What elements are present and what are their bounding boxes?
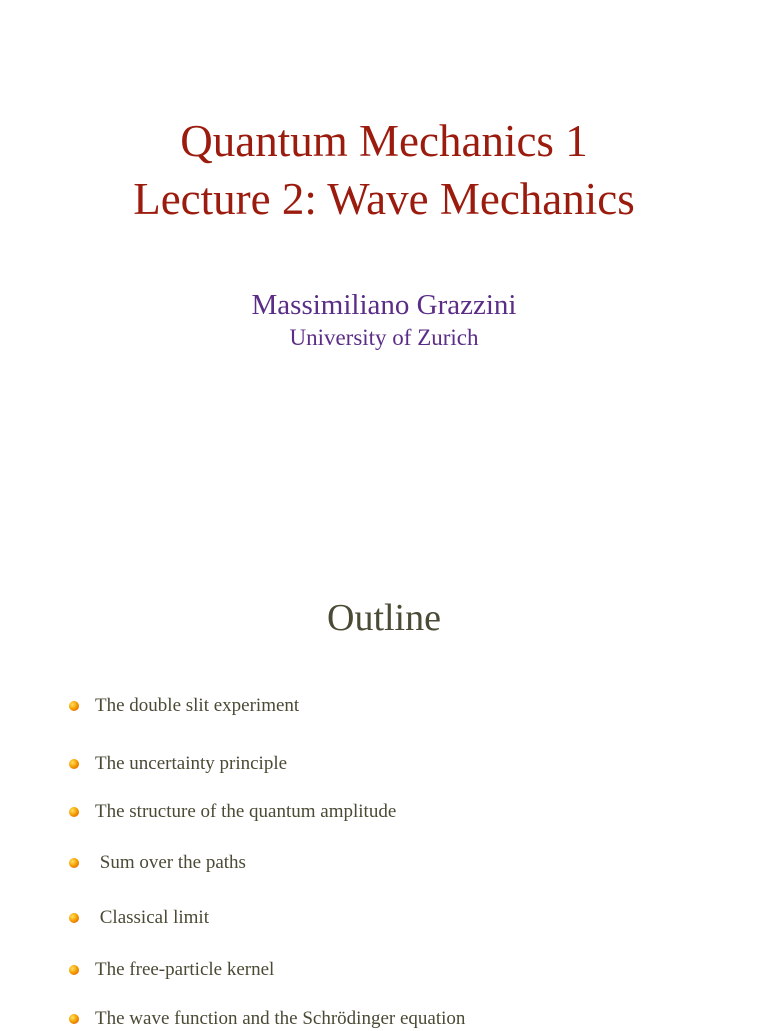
bullet-icon — [69, 1014, 79, 1024]
outline-item-label: Classical limit — [95, 907, 209, 928]
outline-item-label: The uncertainty principle — [95, 753, 288, 774]
bullet-icon — [69, 701, 79, 711]
outline-item-label: The double slit experiment — [95, 695, 300, 716]
bullet-icon — [69, 759, 79, 769]
outline-item-classical-limit — [69, 906, 209, 930]
author-affiliation: University of Zurich — [289, 325, 479, 350]
author-info — [0, 287, 768, 353]
bullet-icon — [69, 858, 79, 868]
outline-item-double-slit — [69, 694, 299, 718]
outline-item-schrodinger — [69, 1007, 465, 1031]
outline-item-label: Sum over the paths — [95, 852, 246, 873]
bullet-icon — [69, 965, 79, 975]
slide-title — [0, 112, 768, 228]
outline-item-free-particle-kernel — [69, 958, 274, 982]
author-name: Massimiliano Grazzini — [251, 289, 517, 321]
outline-item-label: The free-particle kernel — [95, 959, 275, 980]
outline-heading: Outline — [327, 597, 441, 639]
outline-item-sum-over-paths — [69, 851, 246, 875]
outline-item-label: The structure of the quantum amplitude — [95, 801, 397, 822]
title-line-2: Lecture 2: Wave Mechanics — [133, 174, 635, 224]
bullet-icon — [69, 913, 79, 923]
bullet-icon — [69, 807, 79, 817]
outline-item-amplitude — [69, 800, 396, 824]
outline-item-uncertainty — [69, 752, 287, 776]
outline-item-label: The wave function and the Schrödinger equation — [95, 1008, 466, 1029]
title-line-1: Quantum Mechanics 1 — [180, 116, 588, 166]
